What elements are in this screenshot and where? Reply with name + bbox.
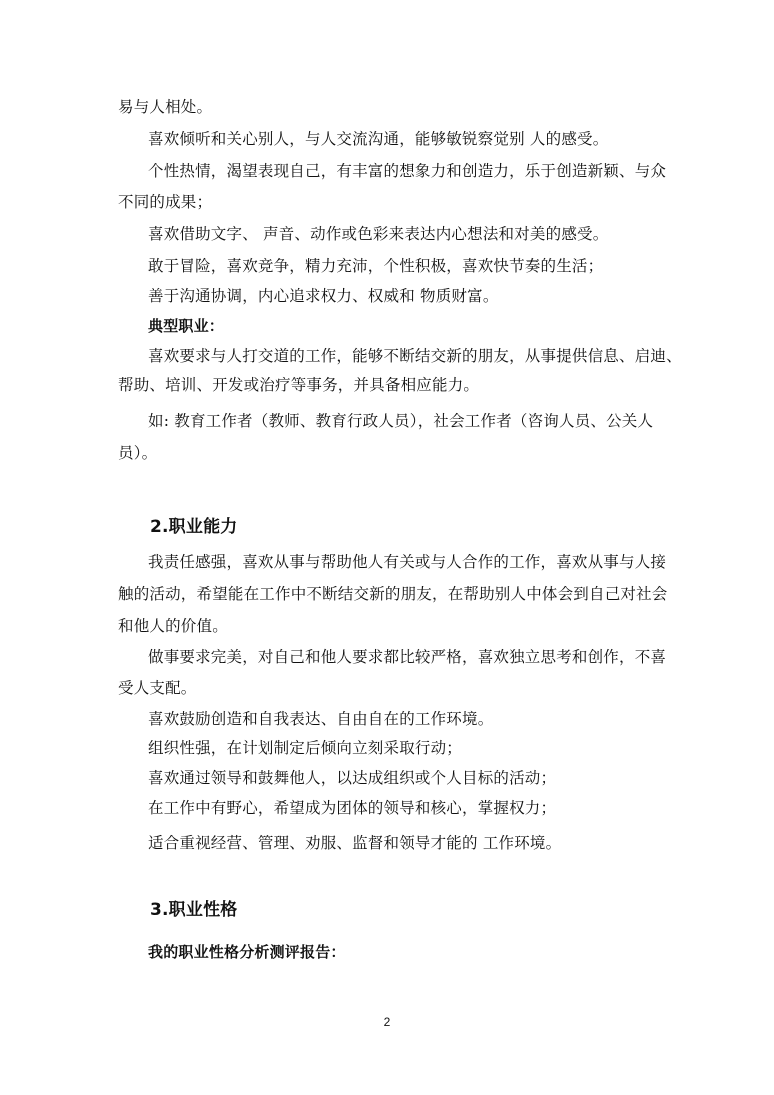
paragraph-line: 敢于冒险，喜欢竞争，精力充沛，个性积极，喜欢快节奏的生活； [148,257,604,275]
report-label: 我的职业性格分析测评报告： [148,943,346,961]
section-heading-personality: 3.职业性格 [150,900,238,920]
paragraph-line: 善于沟通协调，内心追求权力、权威和 物质财富。 [148,287,499,305]
paragraph-line: 我责任感强，喜欢从事与帮助他人有关或与人合作的工作，喜欢从事与人接 [148,553,667,571]
paragraph-line: 喜欢倾听和关心别人，与人交流沟通，能够敏锐察觉别 人的感受。 [148,130,609,148]
paragraph-line: 组织性强，在计划制定后倾向立刻采取行动； [148,739,463,757]
paragraph-line: 喜欢通过领导和鼓舞他人，以达成组织或个人目标的活动； [148,769,557,787]
paragraph-line: 适合重视经营、管理、劝服、监督和领导才能的 工作环境。 [148,834,562,852]
typical-occupation-label: 典型职业： [148,317,225,335]
paragraph-line: 不同的成果； [118,193,213,211]
paragraph-line: 帮助、培训、开发或治疗等事务，并具备相应能力。 [118,376,480,394]
paragraph-line: 易与人相处。 [118,98,213,116]
paragraph-line: 喜欢鼓励创造和自我表达、自由自在的工作环境。 [148,710,494,728]
paragraph-line: 喜欢要求与人打交道的工作，能够不断结交新的朋友，从事提供信息、启迪、 [148,347,682,365]
paragraph-line: 受人支配。 [118,679,197,697]
page-number: 2 [383,1015,391,1029]
paragraph-line: 做事要求完美，对自己和他人要求都比较严格，喜欢独立思考和创作，不喜 [148,648,667,666]
paragraph-line: 在工作中有野心，希望成为团体的领导和核心，掌握权力； [148,799,557,817]
section-heading-ability: 2.职业能力 [150,517,238,537]
paragraph-line: 员）。 [118,444,158,462]
paragraph-line: 喜欢借助文字、 声音、动作或色彩来表达内心想法和对美的感受。 [148,225,609,243]
paragraph-line: 个性热情，渴望表现自己，有丰富的想象力和创造力，乐于创造新颖、与众 [148,162,667,180]
paragraph-line: 和他人的价值。 [118,617,228,635]
paragraph-line: 如: 教育工作者（教师、教育行政人员），社会工作者（咨询人员、公关人 [148,412,654,430]
paragraph-line: 触的活动，希望能在工作中不断结交新的朋友，在帮助别人中体会到自己对社会 [118,585,668,603]
